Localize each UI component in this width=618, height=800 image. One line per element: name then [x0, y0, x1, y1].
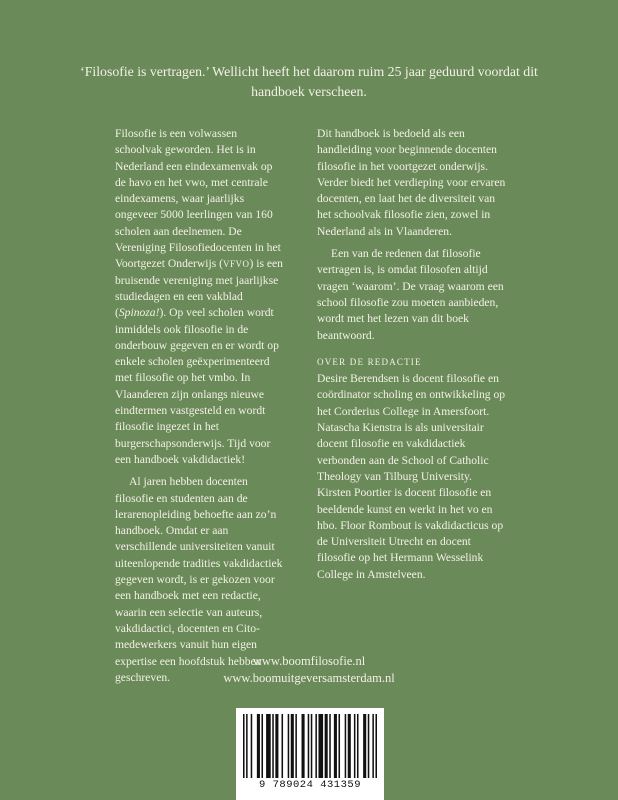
barcode-bar [368, 714, 370, 778]
left-paragraph-1: Filosofie is een volwassen schoolvak geworden. Het is in Nederland een eindexamenvak op de havo en het vwo, met centrale eindexamens, waar jaarlijks ongeveer 5000 leerlingen van 160 scholen aan deelnemen. De Vereniging Filosofiedocenten in het Voortgezet Onderwijs (VFVO) is een bruisende vereniging met jaarlijkse studiedagen en een vakblad (Spinoza!). Op veel scholen wordt inmiddels ook filosofie in de onderbouw gegeven en er wordt op enkele scholen geëxperimenteerd met filosofie op het vmbo. In Vlaanderen zijn onlangs nieuwe eindtermen vastgesteld en wordt filosofie ingezet in het burgerschapsonderwijs. Tijd voor een handboek vakdidactiek! [115, 127, 283, 466]
barcode-bar [357, 714, 359, 778]
barcode-bar [243, 714, 245, 778]
url-boomuitgevers[interactable]: www.boomuitgeversamsterdam.nl [223, 671, 395, 685]
barcode-bar [302, 714, 305, 778]
url-boomfilosofie[interactable]: www.boomfilosofie.nl [252, 654, 366, 668]
right-paragraph-2: Een van de redenen dat filosofie vertragen is, is omdat filosofen altijd vragen ‘waarom’. De vraag waarom een school filosofie zou moeten aanbieden, wordt met het lezen van dit boek beantwoord. [317, 247, 504, 342]
barcode-bar [345, 714, 347, 778]
right-column [317, 126, 507, 589]
barcode-number: 9 789024 431359 [258, 779, 361, 791]
barcode-bar [363, 714, 366, 778]
barcode [236, 708, 384, 800]
left-paragraph-2: Al jaren hebben docenten filosofie en studenten aan de lerarenopleiding behoefte aan zo’n handboek. Omdat er aan verschillende universiteiten vanuit uiteenlopende tradities vakdidactiek gegeven wordt, is er gekozen voor een handboek met een redactie, waarin een selectie van auteurs, vakdidactici, docenten en Cito-medewerkers vanuit hun eigen expertise een hoofdstuk hebben geschreven. [115, 475, 283, 684]
barcode-bar [372, 714, 374, 778]
section-heading-redactie: OVER DE REDACTIE [317, 356, 422, 367]
barcode-bars [243, 714, 377, 778]
barcode-bar [334, 714, 337, 778]
barcode-bar [295, 714, 297, 778]
barcode-bar [338, 714, 340, 778]
barcode-bar [354, 714, 356, 778]
barcode-bar [315, 714, 317, 778]
barcode-bar [325, 714, 328, 778]
barcode-bar [318, 714, 323, 778]
barcode-bar [257, 714, 260, 778]
barcode-bar [311, 714, 313, 778]
barcode-bar [266, 714, 271, 778]
barcode-bar [282, 714, 284, 778]
barcode-bar [251, 714, 253, 778]
right-paragraph-1: Dit handboek is bedoeld als een handleiding voor beginnende docenten filosofie in het voortgezet onderwijs. Verder biedt het verdieping voor ervaren docenten, en laat het de diversiteit van het schoolvak filosofie zien, zowel in Nederland als in Vlaanderen. [317, 127, 506, 238]
barcode-bar [291, 714, 294, 778]
barcode-bar [308, 714, 310, 778]
barcode-bar [375, 714, 377, 778]
barcode-bar [261, 714, 263, 778]
barcode-bar [329, 714, 331, 778]
left-column [115, 126, 285, 692]
barcode-bar [288, 714, 290, 778]
barcode-bar [348, 714, 351, 778]
barcode-bar [246, 714, 248, 778]
barcode-bar [272, 714, 274, 778]
intro-quote: ‘Filosofie is vertragen.’ Wellicht heeft het daarom ruim 25 jaar geduurd voordat dit handboek verscheen. [80, 64, 538, 99]
publisher-links [0, 653, 618, 687]
barcode-bar [275, 714, 278, 778]
right-paragraph-redactie: Desire Berendsen is docent filosofie en coördinator scholing en ontwikkeling op het Corderius College in Amersfoort. Natascha Kienstra is als universitair docent filosofie en vakdidactiek verbonden aan de School of Catholic Theology van Tilburg University. Kirsten Poortier is docent filosofie en beeldende kunst en werkt in het vo en hbo. Floor Rombout is vakdidacticus op de Universiteit Utrecht en docent filosofie op het Hermann Wesselink College in Amstelveen. [317, 372, 506, 581]
